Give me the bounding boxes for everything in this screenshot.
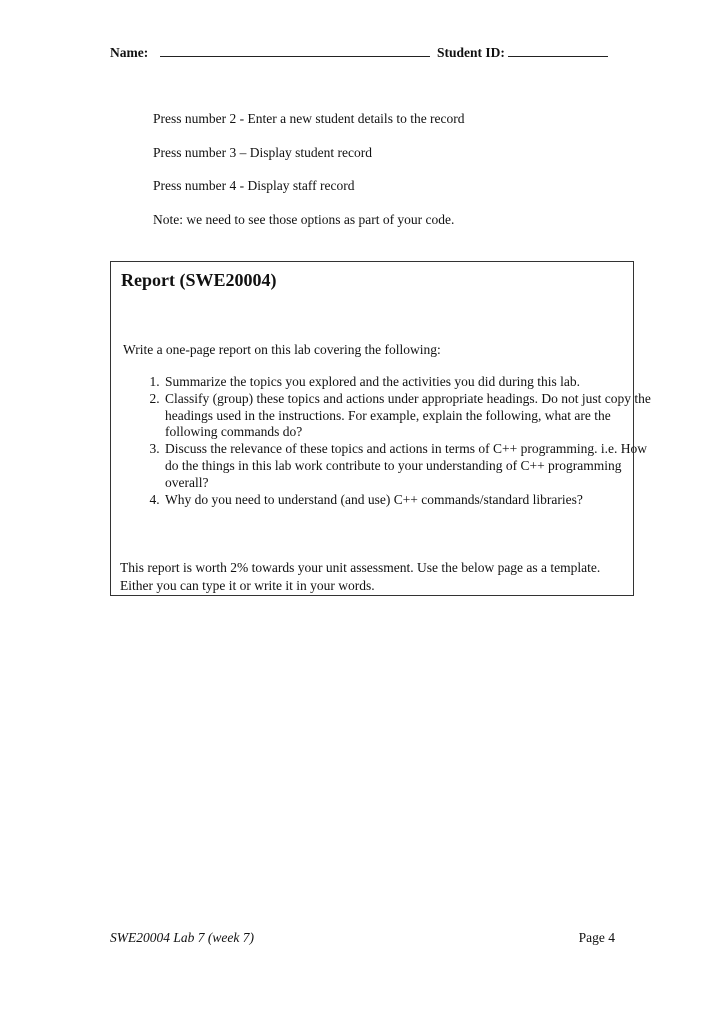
page-number: Page 4	[578, 930, 615, 945]
list-item: 1. Summarize the topics you explored and the activities you did during this lab.	[163, 374, 663, 391]
option-line: Press number 4 - Display staff record	[153, 178, 355, 193]
report-intro: Write a one-page report on this lab covering the following:	[123, 342, 441, 357]
course-label: SWE20004 Lab 7 (week 7)	[110, 930, 254, 945]
menu-options	[153, 110, 465, 244]
report-title: Report (SWE20004)	[121, 270, 277, 290]
name-field-line	[160, 42, 430, 57]
student-info-header	[110, 42, 615, 62]
student-id-field-line	[508, 42, 608, 57]
option-line: Press number 2 - Enter a new student details to the record	[153, 111, 465, 126]
name-label: Name:	[110, 45, 149, 60]
list-item: 3. Discuss the relevance of these topics and actions in terms of C++ programming. i.e. How do the things in this lab work contribute to your understanding of C++ programming overall?	[163, 441, 663, 491]
report-requirements-list	[121, 374, 663, 508]
report-box	[110, 261, 651, 596]
student-id-label: Student ID:	[436, 45, 505, 60]
list-item: 2. Classify (group) these topics and actions under appropriate headings. Do not just copy the headings used in the instructions. For example, explain the following, what are the following commands do?	[163, 391, 663, 441]
list-item: 4. Why do you need to understand (and use) C++ commands/standard libraries?	[163, 492, 663, 509]
option-line: Press number 3 – Display student record	[153, 144, 372, 160]
options-note: Note: we need to see those options as part of your code.	[153, 211, 455, 227]
report-weight-note: This report is worth 2% towards your unit assessment. Use the below page as a template. Either you can type it or write it in your words.	[120, 560, 601, 593]
